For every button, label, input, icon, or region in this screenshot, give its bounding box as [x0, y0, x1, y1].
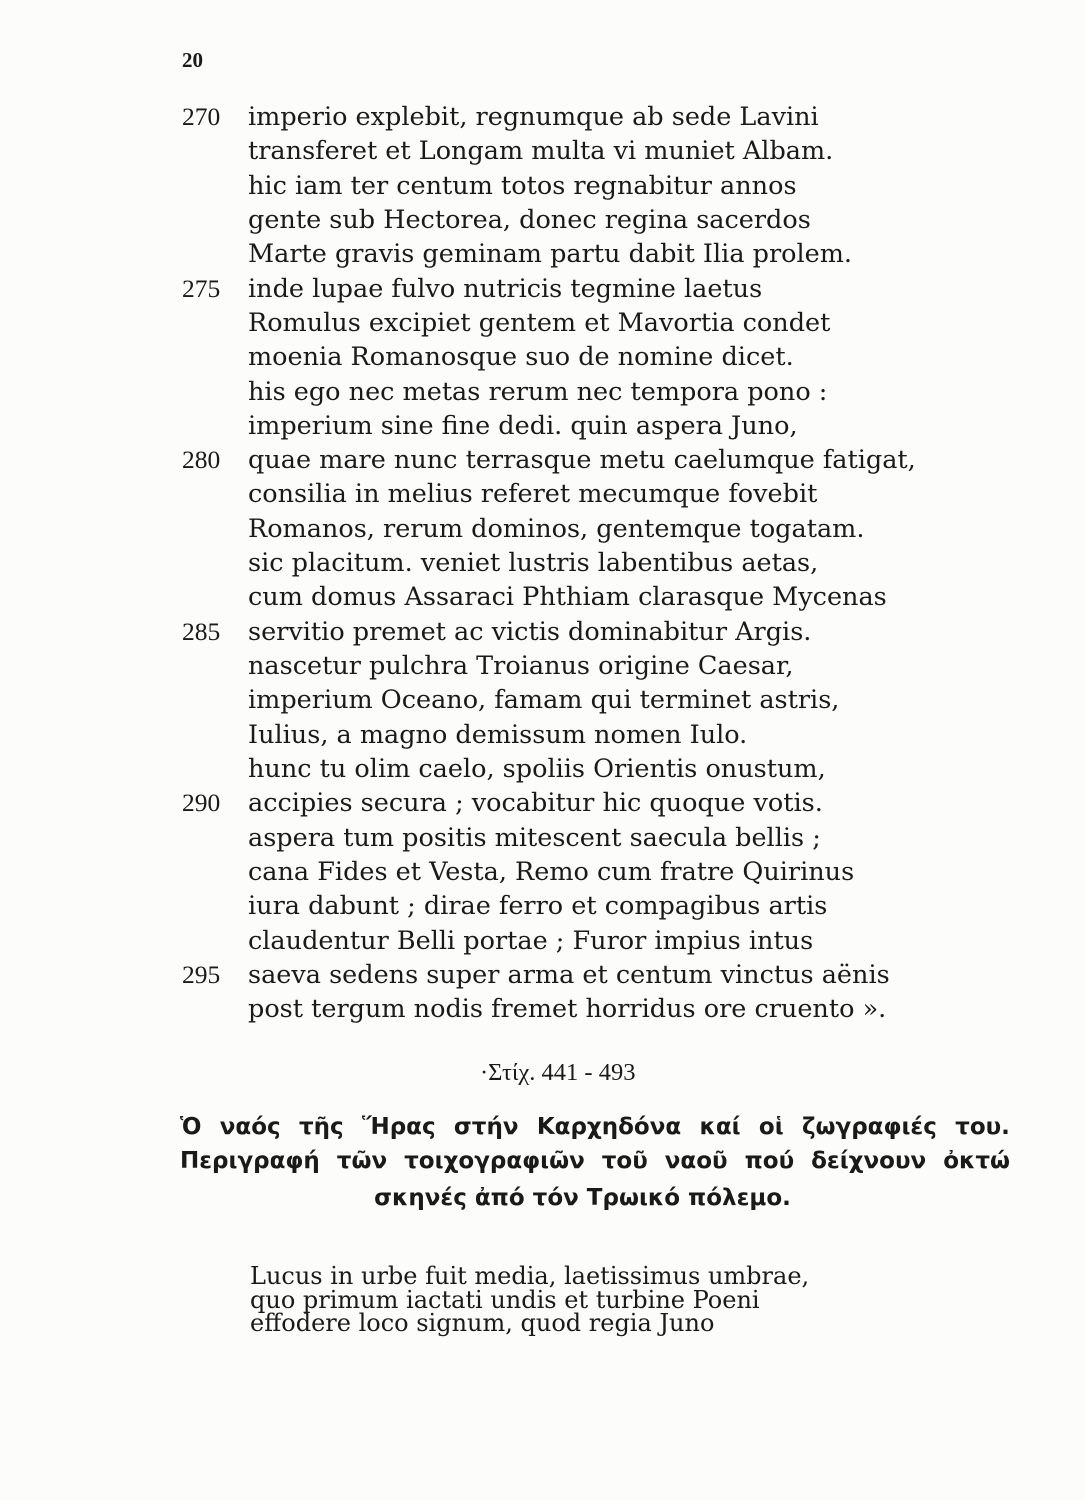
- passage-line: quo primum iactati undis et turbine Poeni: [250, 1285, 760, 1314]
- verse-text: his ego nec metas rerum nec tempora pono :: [248, 376, 828, 407]
- verse-block: [0, 100, 1085, 1026]
- latin-passage: [250, 1262, 810, 1337]
- verse-line: [0, 958, 1085, 992]
- verse-text: imperium sine fine dedi. quin aspera Juno,: [248, 410, 798, 441]
- verse-line: [0, 306, 1085, 340]
- verse-text: moenia Romanosque suo de nomine dicet.: [248, 342, 794, 373]
- verse-line: [0, 272, 1085, 306]
- heading-word: ναοῦ: [664, 1148, 728, 1174]
- heading-word: ζωγραφιές: [801, 1114, 937, 1140]
- verse-text: saeva sedens super arma et centum vinctus aënis: [248, 959, 890, 990]
- verse-line: [0, 134, 1085, 168]
- heading-word: καί: [699, 1114, 741, 1140]
- passage-line: Lucus in urbe fuit media, laetissimus umbrae,: [250, 1262, 810, 1290]
- line-number: 295: [182, 959, 221, 989]
- verse-text: cum domus Assaraci Phthiam clarasque Mycenas: [248, 582, 887, 613]
- heading-word: ναός: [219, 1114, 281, 1140]
- heading-word: Καρχηδόνα: [536, 1114, 682, 1140]
- page-number: 20: [182, 48, 203, 72]
- line-number: 290: [182, 788, 221, 818]
- verse-text: hic iam ter centum totos regnabitur annos: [248, 170, 797, 201]
- line-number: 285: [182, 616, 221, 646]
- verse-line: [0, 580, 1085, 614]
- verse-line: [0, 237, 1085, 271]
- verse-line: [0, 375, 1085, 409]
- verse-line: [0, 100, 1085, 134]
- verse-text: hunc tu olim caelo, spoliis Orientis onustum,: [248, 753, 826, 784]
- verse-text: post tergum nodis fremet horridus ore cruento ».: [248, 994, 887, 1025]
- verse-line: [0, 924, 1085, 958]
- heading-word: πού: [744, 1148, 795, 1174]
- heading-word: Περιγραφή: [180, 1148, 320, 1174]
- heading-word: τῶν: [336, 1148, 388, 1174]
- line-number: 270: [182, 102, 221, 131]
- section-heading-line-1: [180, 1110, 1010, 1144]
- verse-line: [0, 409, 1085, 443]
- verse-text: gente sub Hectorea, donec regina sacerdos: [248, 204, 811, 235]
- verse-text: consilia in melius referet mecumque fovebit: [248, 479, 818, 510]
- verse-text: Marte gravis geminam partu dabit Ilia prolem.: [248, 239, 853, 270]
- verse-text: nascetur pulchra Troianus origine Caesar,: [248, 651, 794, 681]
- verse-citation: ·Στίχ. 441 - 493: [480, 1059, 636, 1086]
- heading-word: δείχνουν: [811, 1148, 927, 1174]
- heading-word: τοιχογραφιῶν: [404, 1148, 585, 1174]
- verse-line: [0, 649, 1085, 683]
- verse-line: [0, 203, 1085, 237]
- verse-line: [0, 992, 1085, 1026]
- verse-text: Romanos, rerum dominos, gentemque togatam.: [248, 513, 865, 544]
- verse-line: [0, 786, 1085, 820]
- verse-text: imperio explebit, regnumque ab sede Lavini: [248, 102, 819, 132]
- heading-word: ὀκτώ: [943, 1148, 1010, 1174]
- verse-text: servitio premet ac victis dominabitur Argis.: [248, 616, 812, 647]
- passage-line: effodere loco signum, quod regia Juno: [250, 1309, 715, 1337]
- verse-text: Iulius, a magno demissum nomen Iulo.: [248, 719, 748, 750]
- heading-word: Ὁ: [180, 1114, 202, 1140]
- verse-text: Romulus excipiet gentem et Mavortia condet: [248, 307, 831, 338]
- verse-text: imperium Oceano, famam qui terminet astris,: [248, 685, 840, 716]
- heading-word: τῆς: [298, 1114, 344, 1140]
- verse-text: sic placitum. veniet lustris labentibus aetas,: [248, 548, 819, 579]
- verse-text: transferet et Longam multa vi muniet Albam.: [248, 136, 834, 167]
- heading-word: στήν: [453, 1114, 519, 1140]
- heading-word: Ἥρας: [361, 1114, 436, 1140]
- verse-text: iura dabunt ; dirae ferro et compagibus artis: [248, 891, 828, 922]
- verse-line: [0, 340, 1085, 374]
- verse-line: [0, 615, 1085, 649]
- verse-text: accipies secura ; vocabitur hic quoque votis.: [248, 788, 823, 819]
- verse-line: [0, 683, 1085, 717]
- verse-text: cana Fides et Vesta, Remo cum fratre Quirinus: [248, 856, 855, 887]
- verse-line: [0, 718, 1085, 752]
- verse-line: [0, 889, 1085, 923]
- verse-line: [0, 546, 1085, 580]
- verse-text: claudentur Belli portae ; Furor impius intus: [248, 925, 814, 956]
- line-number: 275: [182, 273, 221, 303]
- verse-line: [0, 512, 1085, 546]
- verse-text: quae mare nunc terrasque metu caelumque fatigat,: [248, 445, 916, 476]
- verse-text: inde lupae fulvo nutricis tegmine laetus: [248, 273, 763, 304]
- verse-line: [0, 855, 1085, 889]
- heading-word: οἱ: [758, 1114, 784, 1140]
- heading-word: τοῦ: [601, 1148, 648, 1174]
- verse-line: [0, 477, 1085, 511]
- verse-line: [0, 752, 1085, 786]
- verse-text: aspera tum positis mitescent saecula bellis ;: [248, 822, 821, 853]
- section-heading-line-2: [180, 1144, 1010, 1178]
- line-number: 280: [182, 445, 221, 475]
- verse-line: [0, 169, 1085, 203]
- verse-line: [0, 821, 1085, 855]
- heading-word: του.: [955, 1114, 1010, 1140]
- verse-line: [0, 443, 1085, 477]
- section-heading-line-3: σκηνές ἀπό τόν Τρωικό πόλεμο.: [374, 1185, 791, 1211]
